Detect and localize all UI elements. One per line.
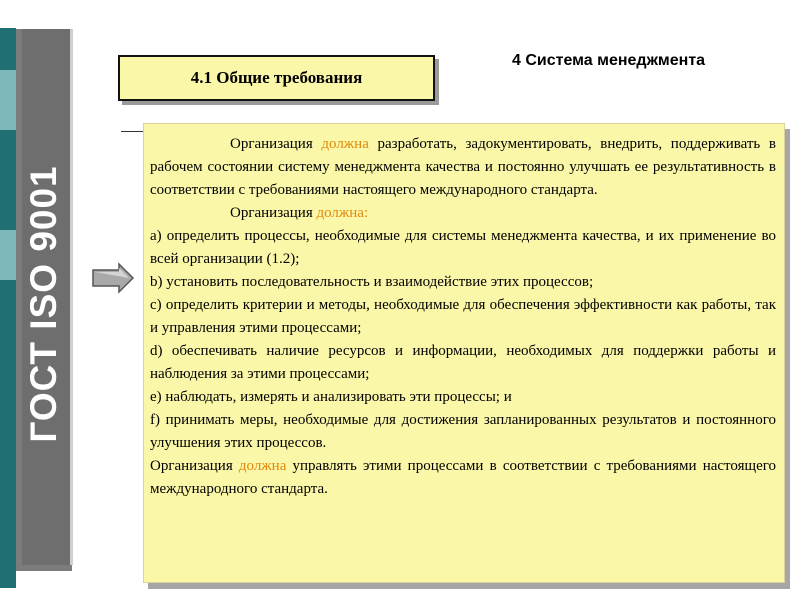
text-span: Организация <box>230 136 322 152</box>
teal-band-highlight <box>0 70 16 130</box>
paragraph-requirements-lead <box>150 202 776 225</box>
chapter-title: 4 Система менеджмента <box>512 52 706 69</box>
list-item: d) обеспечивать наличие ресурсов и информации, необходимых для поддержки работы и наблюдения за этими процессами; <box>150 343 776 382</box>
list-item: с) определить критерии и методы, необходимые для обеспечения эффективности как работы, так и управления этими процессами; <box>150 297 776 336</box>
text-span: Организация <box>150 458 239 474</box>
list-item: f) принимать меры, необходимые для достижения запланированных результатов и постоянного улучшения этих процессов. <box>150 412 776 451</box>
highlighted-word: должна <box>321 136 369 152</box>
highlighted-word: должна: <box>316 205 369 221</box>
list-item: е) наблюдать, измерять и анализировать эти процессы; и <box>150 389 512 405</box>
paragraph-conclusion <box>150 455 776 501</box>
highlighted-word: должна <box>238 458 287 474</box>
teal-band-highlight <box>0 230 16 280</box>
list-item: b) установить последовательность и взаимодействие этих процессов; <box>150 274 594 290</box>
text-span: Организация <box>230 205 317 221</box>
text-span: разработать, задокументировать, внедрить, поддерживать в рабочем состоянии систему менеджмента качества и постоянно улучшать ее результативность в соответствии с требованиями настоящего международного стандарта. <box>150 136 776 198</box>
sidebar-title: ГОСТ ISO 9001 <box>23 165 64 443</box>
paragraph-intro <box>150 133 776 202</box>
requirements-text <box>150 133 776 501</box>
section-title: 4.1 Общие требования <box>118 55 435 101</box>
text-span: управлять этими процессами в соответствии с требованиями настоящего международного стандарта. <box>150 458 777 497</box>
list-item: а) определить процессы, необходимые для системы менеджмента качества, и их применение во всей организации (1.2); <box>150 228 776 267</box>
arrow-right-icon <box>91 262 135 294</box>
